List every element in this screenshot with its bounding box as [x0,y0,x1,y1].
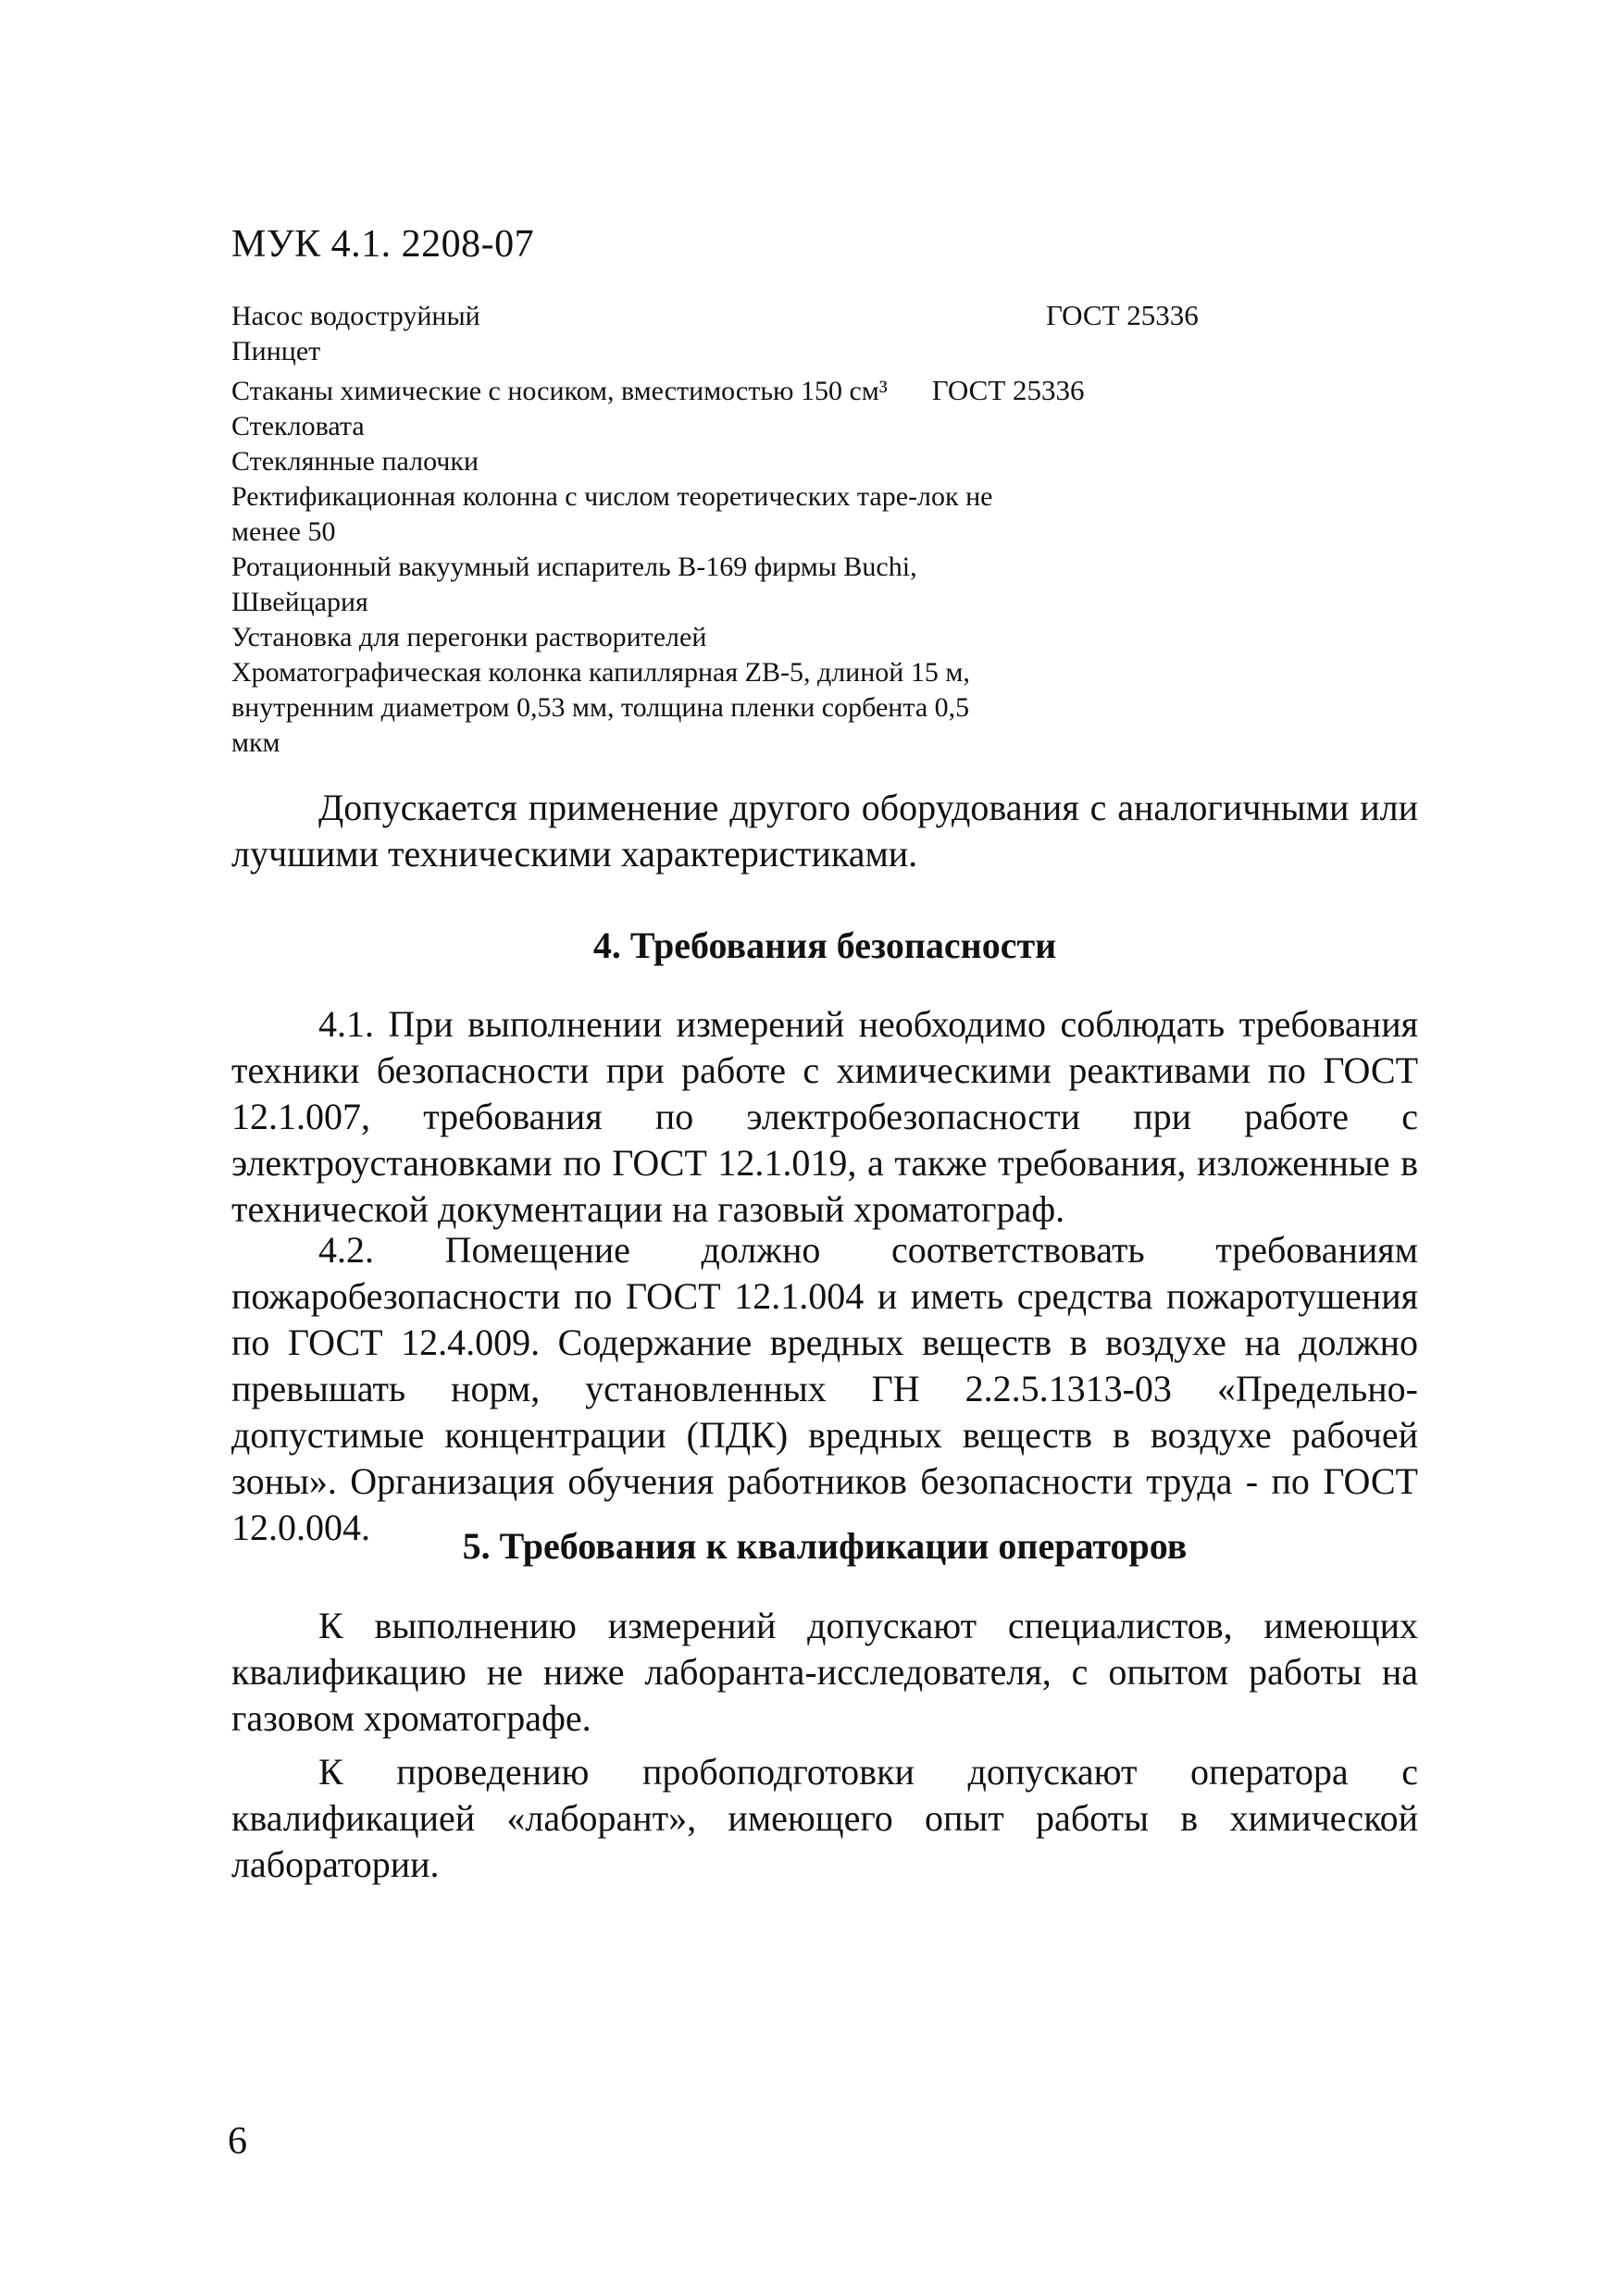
equipment-list [231,298,1250,761]
document-code: МУК 4.1. 2208-07 [231,223,535,266]
equipment-name: Хроматографическая колонка капиллярная ZB-5, длиной 15 м, внутренним диаметром 0,53 мм, толщина пленки сорбента 0,5 мкм [231,657,970,758]
section-4-title: 4. Требования безопасности [592,925,1057,966]
equipment-standard: ГОСТ 25336 [1046,299,1199,331]
allowed-equipment-note: Допускается применение другого оборудования с аналогичными или лучшими техническими характеристиками. [231,787,1418,875]
section-5-title: 5. Требования к квалификации операторов [462,1525,1188,1567]
equipment-name: Стеклянные палочки [231,446,479,477]
equipment-item [231,298,1250,334]
equipment-item [231,550,1250,620]
equipment-item [231,444,1250,479]
equipment-name: Стаканы химические с носиком, вместимостью 150 см³ [231,376,888,406]
equipment-name: Ректификационная колонна с числом теоретических таре-лок не менее 50 [231,481,993,547]
equipment-name: Насос водоструйный [231,301,480,331]
section-5-paragraph-2: К проведению пробоподготовки допускают оператора с квалификацией «лаборант», имеющего опыт работы в химической лаборатории. [231,1751,1418,1885]
page-number: 6 [228,2120,247,2163]
equipment-item [231,620,1250,655]
equipment-item [231,409,1250,444]
equipment-item [231,373,1250,409]
equipment-name: Пинцет [231,336,321,366]
equipment-standard: ГОСТ 25336 [931,374,1085,406]
equipment-item [231,479,1250,550]
equipment-name: Установка для перегонки растворителей [231,622,707,652]
equipment-item [231,334,1250,369]
section-5-paragraph-1: К выполнению измерений допускают специалистов, имеющих квалификацию не ниже лаборанта-исследователя, с опытом работы на газовом хроматографе. [231,1605,1418,1739]
section-4-paragraph-2: 4.2. Помещение должно соответствовать требованиям пожаробезопасности по ГОСТ 12.1.004 и иметь средства пожаротушения по ГОСТ 12.4.009. Содержание вредных веществ в воздухе на должно превышать норм, установленных ГН 2.2.5.1313-03 «Предельно-допустимые концентрации (ПДК) вредных веществ в воздухе рабочей зоны». Организация обучения работников безопасности труда - по ГОСТ 12.0.004. [231,1229,1418,1548]
equipment-name: Стекловата [231,411,365,441]
equipment-item [231,655,1250,761]
equipment-name: Ротационный вакуумный испаритель В-169 фирмы Buchi, Швейцария [231,552,917,617]
section-4-paragraph-1: 4.1. При выполнении измерений необходимо соблюдать требования техники безопасности при работе с химическими реактивами по ГОСТ 12.1.007, требования по электробезопасности при работе с электроустановками по ГОСТ 12.1.019, а также требования, изложенные в технической документации на газовый хроматограф. [231,1003,1418,1230]
